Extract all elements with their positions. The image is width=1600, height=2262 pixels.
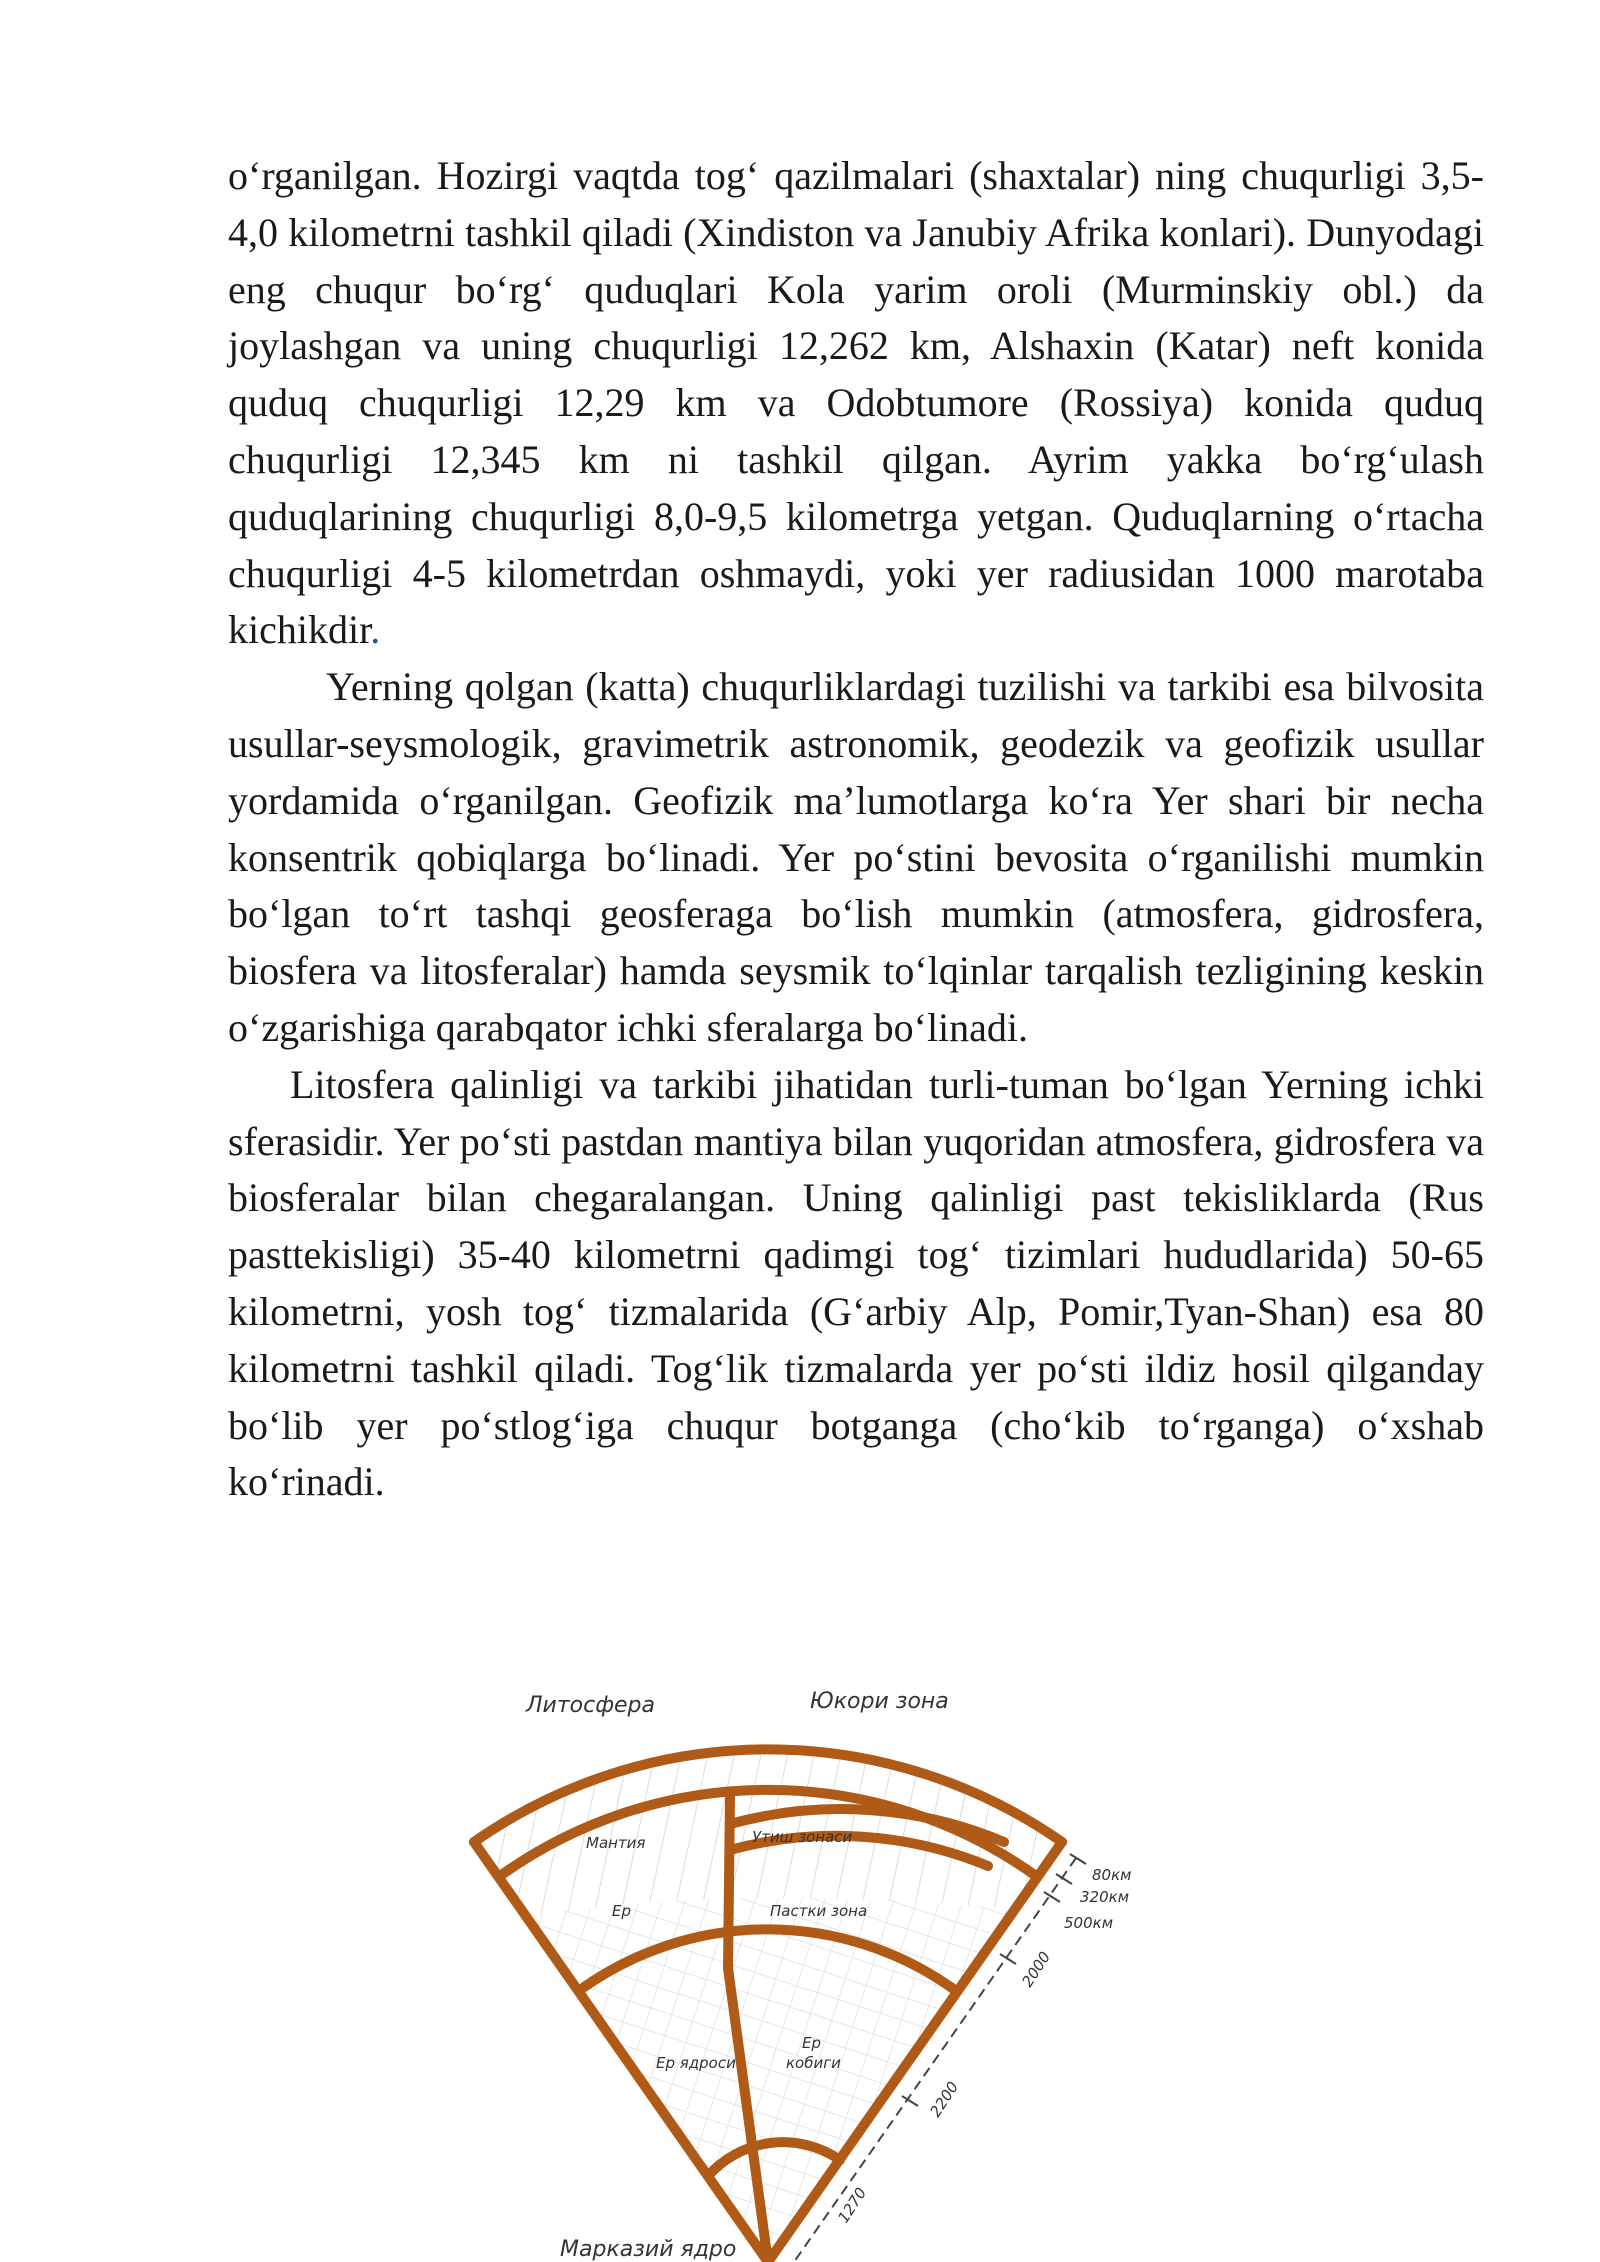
paragraph-1: [228, 148, 1484, 659]
label-mantle: Мантия: [586, 1834, 646, 1852]
document-body: [228, 148, 1484, 1511]
depth-2200: 2200: [926, 2078, 963, 2121]
label-lower-zone: Пастки зона: [770, 1902, 868, 1920]
paragraph-1-period: .: [370, 607, 381, 653]
label-earth-core: Ер ядроси: [656, 2054, 736, 2072]
earth-sector-svg: [460, 1668, 1160, 2262]
label-upper-zone: Юкори зона: [810, 1689, 949, 1714]
earth-structure-diagram: [460, 1668, 1160, 2262]
depth-320: 320км: [1080, 1888, 1130, 1906]
label-central-core: Марказий ядро: [560, 2237, 737, 2262]
label-transition-zone: Утиш зонаси: [752, 1828, 853, 1846]
label-earth-crust-2: кобиги: [786, 2054, 841, 2072]
paragraph-2: Yerning qolgan (katta) chuqurliklardagi tuzilishi va tarkibi esa bilvosita usullar-seysmologik, gravimetrik astronomik, geodezik va geofizik usullar yordamida o‘rganilgan. Geofizik ma’lumotlarga ko‘ra Yer shari bir necha konsentrik qobiqlarga bo‘linadi. Yer po‘stini bevosita o‘rganilishi mumkin bo‘lgan to‘rt tashqi geosferaga bo‘lish mumkin (atmosfera, gidrosfera, biosfera va litosferalar) hamda seysmik to‘lqinlar tarqalish tezligining keskin o‘zgarishiga qarabqator ichki sferalarga bo‘linadi.: [228, 664, 1484, 1050]
depth-500: 500км: [1064, 1914, 1114, 1932]
label-earth-left: Ер: [612, 1902, 631, 1920]
paragraph-1-text: o‘rganilgan. Hozirgi vaqtda tog‘ qazilmalari (shaxtalar) ning chuqurligi 3,5-4,0 kilometrni tashkil qiladi (Xindiston va Janubiy Afrika konlari). Dunyodagi eng chuqur bo‘rg‘ quduqlari Kola yarim oroli (Murminskiy obl.) da joylashgan va uning chuqurligi 12,262 km, Alshaxin (Katar) neft konida quduq chuqurligi 12,29 km va Odobtumore (Rossiya) konida quduq chuqurligi 12,345 km ni tashkil qilgan. Ayrim yakka bo‘rg‘ulash quduqlarining chuqurligi 8,0-9,5 kilometrga yetgan. Quduqlarning o‘rtacha chuqurligi 4-5 kilometrdan oshmaydi, yoki yer radiusidan 1000 marotaba kichikdir: [228, 153, 1484, 653]
depth-80: 80км: [1092, 1866, 1132, 1884]
depth-1270: 1270: [834, 2184, 871, 2227]
label-lithosphere: Литосфера: [526, 1693, 656, 1718]
paragraph-3: Litosfera qalinligi va tarkibi jihatidan turli-tuman bo‘lgan Yerning ichki sferasidir. Yer po‘sti pastdan mantiya bilan yuqoridan atmosfera, gidrosfera va biosferalar bilan chegaralangan. Uning qalinligi past tekisliklarda (Rus pasttekisligi) 35-40 kilometrni qadimgi tog‘ tizimlari hududlarida) 50-65 kilometrni, yosh tog‘ tizmalarida (G‘arbiy Alp, Pomir,Tyan-Shan) esa 80 kilometrni tashkil qiladi. Tog‘lik tizmalarda yer po‘sti ildiz hosil qilganday bo‘lib yer po‘stlog‘iga chuqur botganga (cho‘kib to‘rganga) o‘xshab ko‘rinadi.: [228, 1061, 1484, 1505]
depth-2000: 2000: [1018, 1948, 1055, 1991]
label-earth-crust-1: Ер: [802, 2034, 821, 2052]
